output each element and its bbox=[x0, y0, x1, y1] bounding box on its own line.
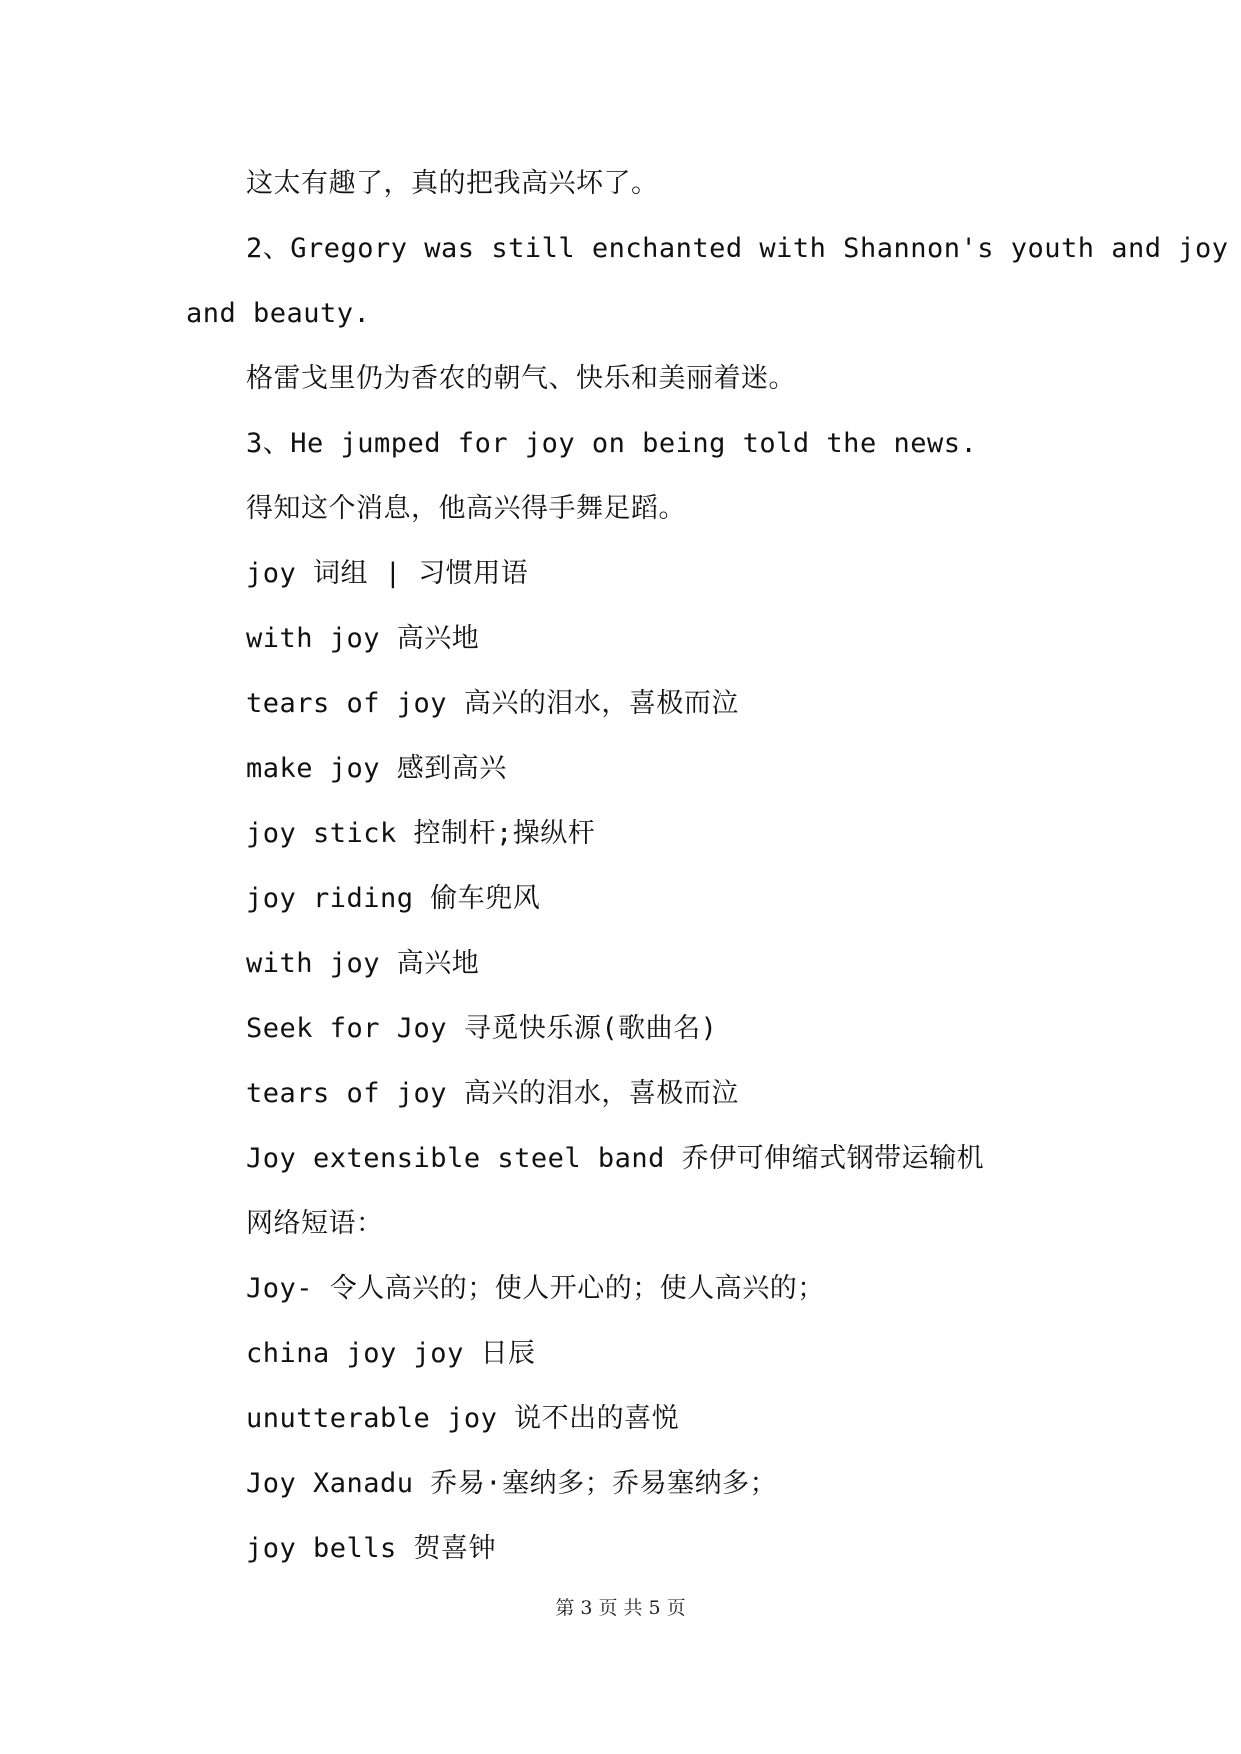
text-line: and beauty. bbox=[186, 298, 371, 329]
text-line: 得知这个消息，他高兴得手舞足蹈。 bbox=[246, 493, 686, 524]
phrase-item: joy stick 控制杆;操纵杆 bbox=[246, 818, 596, 849]
phrase-item: Seek for Joy 寻觅快乐源(歌曲名) bbox=[246, 1013, 718, 1044]
phrase-item: china joy joy 日辰 bbox=[246, 1338, 536, 1369]
section-heading: 网络短语： bbox=[246, 1208, 384, 1239]
phrase-item: make joy 感到高兴 bbox=[246, 753, 507, 784]
phrase-item: tears of joy 高兴的泪水，喜极而泣 bbox=[246, 1078, 739, 1109]
phrase-item: tears of joy 高兴的泪水，喜极而泣 bbox=[246, 688, 739, 719]
phrase-item: Joy Xanadu 乔易·塞纳多；乔易塞纳多； bbox=[246, 1468, 778, 1499]
text-line: 这太有趣了，真的把我高兴坏了。 bbox=[246, 168, 659, 199]
text-line: 2、Gregory was still enchanted with Shannon's youth and joy bbox=[246, 233, 1229, 264]
phrase-item: with joy 高兴地 bbox=[246, 948, 480, 979]
phrase-item: joy bells 贺喜钟 bbox=[246, 1533, 497, 1564]
phrase-item: unutterable joy 说不出的喜悦 bbox=[246, 1403, 680, 1434]
section-heading: joy 词组 | 习惯用语 bbox=[246, 558, 529, 589]
phrase-item: joy riding 偷车兜风 bbox=[246, 883, 541, 914]
phrase-item: Joy- 令人高兴的；使人开心的；使人高兴的； bbox=[246, 1273, 825, 1304]
text-line: 3、He jumped for joy on being told the news. bbox=[246, 428, 978, 459]
text-line: 格雷戈里仍为香农的朝气、快乐和美丽着迷。 bbox=[246, 363, 796, 394]
page-footer: 第 3 页 共 5 页 bbox=[555, 1597, 686, 1619]
phrase-item: with joy 高兴地 bbox=[246, 623, 480, 654]
phrase-item: Joy extensible steel band 乔伊可伸缩式钢带运输机 bbox=[246, 1143, 985, 1174]
